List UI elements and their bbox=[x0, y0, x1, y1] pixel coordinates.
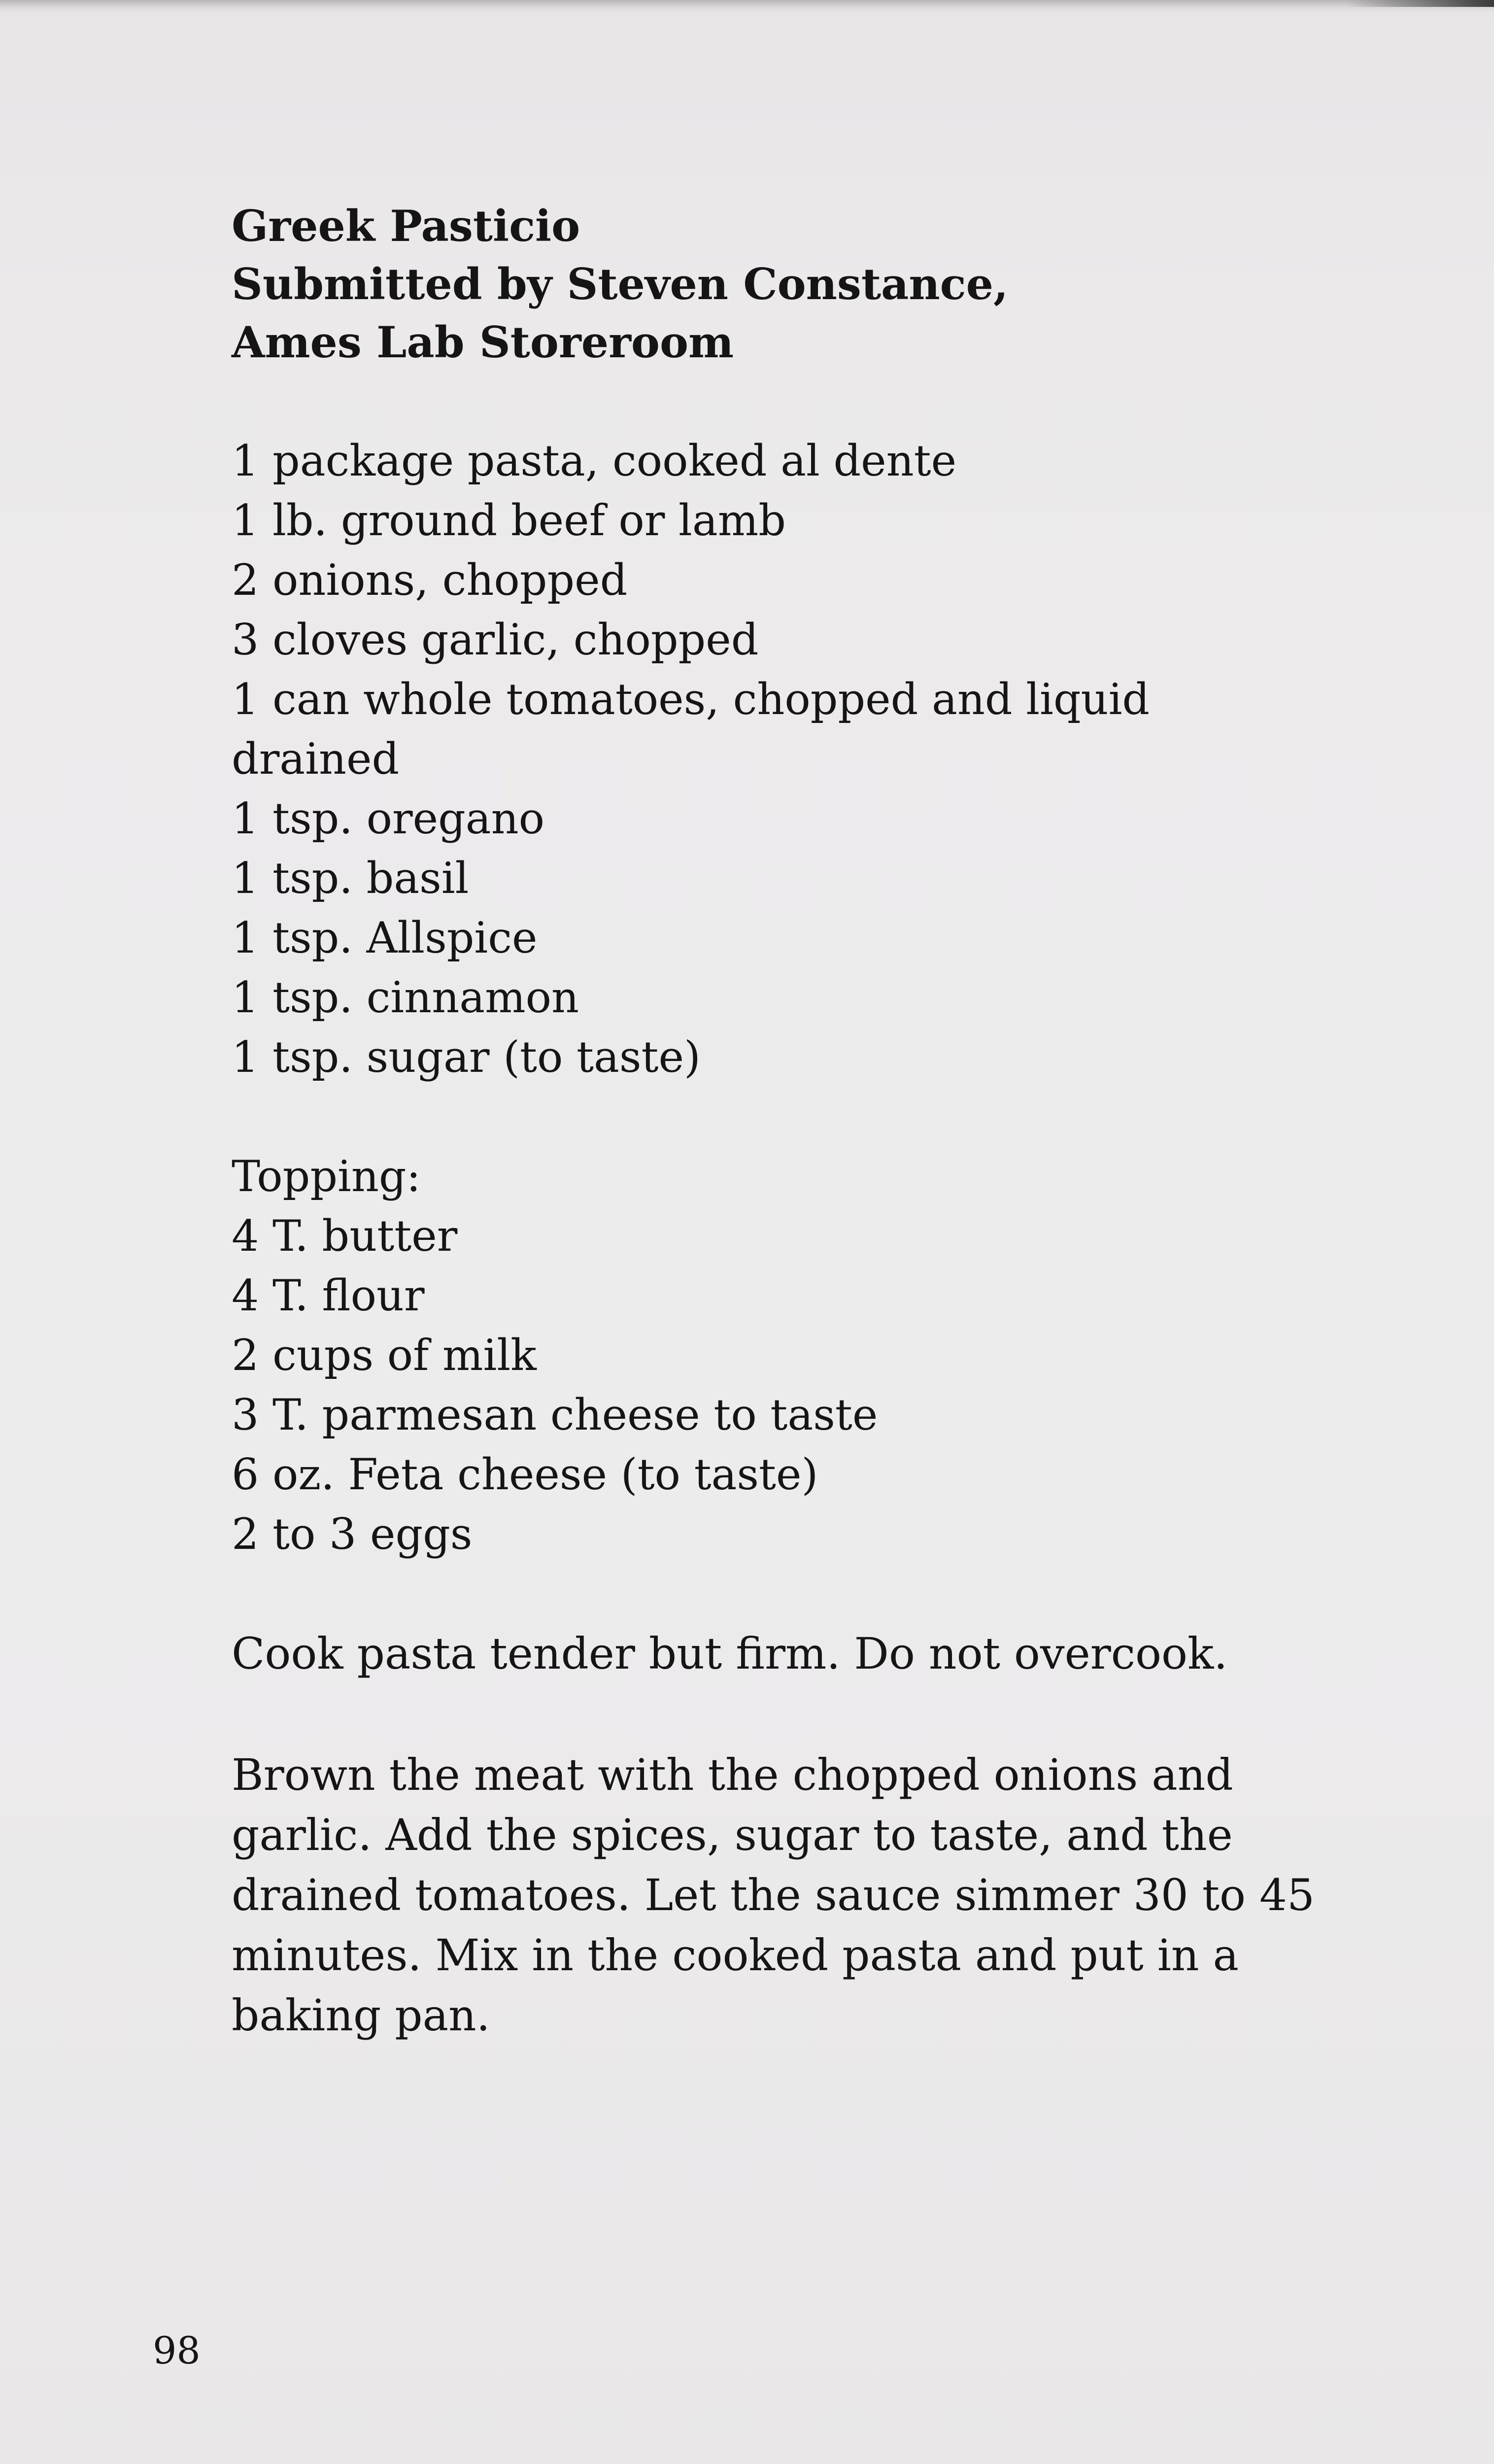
ingredient-line: 3 cloves garlic, chopped bbox=[232, 615, 759, 665]
ingredient-line: 1 package pasta, cooked al dente bbox=[232, 436, 957, 486]
instruction-paragraph: Brown the meat with the chopped onions and garlic. Add the spices, sugar to taste, and the drained tomatoes. Let the sauce simmer 30 to 45 minutes. Mix in the cooked pasta and put in a baking pan. bbox=[232, 1749, 1315, 2041]
ingredient-line: 1 tsp. Allspice bbox=[232, 913, 538, 963]
ingredient-line: 1 tsp. basil bbox=[232, 853, 469, 903]
recipe-submitter: Submitted by Steven Constance, bbox=[232, 259, 1009, 309]
page-corner-shadow bbox=[1346, 0, 1494, 7]
recipe-title: Greek Pasticio bbox=[232, 201, 580, 251]
ingredient-line: 1 can whole tomatoes, chopped and liquid bbox=[232, 674, 1150, 724]
ingredient-line: 1 tsp. sugar (to taste) bbox=[232, 1032, 701, 1082]
page-top-edge bbox=[0, 0, 1494, 13]
topping-list bbox=[232, 1147, 1365, 1564]
instructions bbox=[232, 1624, 1365, 1684]
topping-line: 4 T. flour bbox=[232, 1270, 425, 1321]
ingredient-list bbox=[232, 431, 1365, 1087]
topping-line: 6 oz. Feta cheese (to taste) bbox=[232, 1449, 818, 1500]
topping-line: 2 cups of milk bbox=[232, 1330, 537, 1380]
ingredient-line: 1 tsp. oregano bbox=[232, 793, 545, 844]
page-number: 98 bbox=[153, 2328, 201, 2372]
topping-heading: Topping: bbox=[232, 1151, 421, 1201]
instruction-paragraph: Cook pasta tender but firm. Do not overcook. bbox=[232, 1628, 1228, 1679]
instructions-continued bbox=[232, 1745, 1365, 2046]
ingredient-line: drained bbox=[232, 734, 400, 784]
ingredient-line: 1 lb. ground beef or lamb bbox=[232, 495, 786, 546]
recipe-header bbox=[232, 197, 1365, 372]
ingredient-line: 1 tsp. cinnamon bbox=[232, 972, 579, 1023]
recipe-department: Ames Lab Storeroom bbox=[232, 317, 734, 368]
recipe bbox=[232, 197, 1365, 2046]
topping-line: 3 T. parmesan cheese to taste bbox=[232, 1390, 878, 1440]
ingredient-line: 2 onions, chopped bbox=[232, 555, 628, 605]
topping-line: 4 T. butter bbox=[232, 1211, 458, 1261]
topping-line: 2 to 3 eggs bbox=[232, 1509, 473, 1559]
